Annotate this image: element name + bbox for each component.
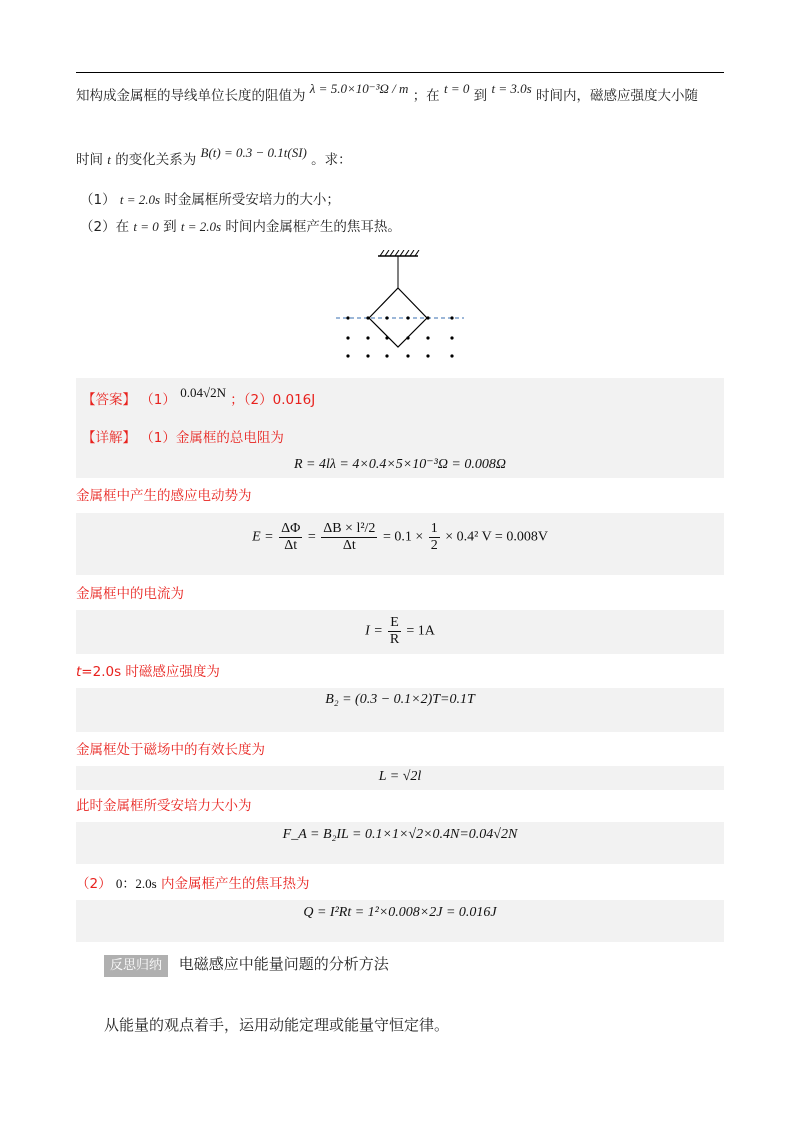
reflection-heading (104, 954, 389, 977)
formula-t0: t = 0 (443, 81, 470, 96)
equation-box-field (76, 688, 724, 732)
equation-length: L = √2l (378, 769, 422, 784)
text: 内金属框产生的焦耳热为 (161, 876, 310, 892)
question-2 (80, 217, 401, 237)
text: 金属框中产生的感应电动势为 (76, 488, 252, 504)
frac-2: $\frac{\text{ΔB × l²/2}}{\Delta t}$ (323, 521, 376, 553)
text: 到 (163, 219, 177, 235)
text: 金属框处于磁场中的有效长度为 (76, 742, 265, 758)
formula-t0: t = 0 (133, 219, 159, 234)
text: （1） (140, 392, 176, 408)
reflection-title: 电磁感应中能量问题的分析方法 (178, 955, 389, 973)
magnetic-field-dots (346, 316, 453, 357)
frac-3: $\frac{1}{2}$ (430, 521, 438, 553)
answer-value-1: 0.04√2N (180, 385, 226, 400)
text: 时金属框所受安培力的大小； (164, 192, 340, 208)
text: 到 (473, 88, 488, 104)
text: 。求： (311, 152, 352, 168)
var-t: t (76, 664, 82, 680)
equation-box-emf (76, 513, 724, 575)
solution-line-6 (76, 796, 252, 816)
frac-current: $\frac{E}{R}$ (389, 615, 400, 647)
frac-1: $\frac{\Delta\Phi}{\Delta t}$ (281, 521, 301, 553)
answer-line (82, 385, 316, 410)
text: 时间内，磁感应强度大小随 (535, 88, 698, 104)
square-frame (369, 288, 427, 347)
equation-heat: Q = I²Rt = 1²×0.008×2J = 0.016J (303, 905, 497, 920)
problem-line-2 (76, 145, 352, 170)
reflection-tag: 反思归纳 (104, 955, 168, 977)
var-t: t (107, 152, 111, 167)
text: （1）金属框的总电阻为 (140, 430, 284, 446)
equation-force: F_A = B₂IL = 0.1×1×√2×0.4N=0.04√2N (282, 827, 518, 842)
equation-box-length (76, 766, 724, 790)
text: 金属框中的电流为 (76, 586, 184, 602)
equation-current: I = $\frac{E}{R}$ = 1A (365, 615, 435, 647)
text: 知构成金属框的导线单位长度的阻值为 (76, 88, 306, 104)
text: 从能量的观点着手，运用动能定理或能量守恒定律。 (104, 1016, 450, 1034)
solution-line-5 (76, 740, 265, 760)
solution-line-2 (76, 486, 252, 506)
text: 时间内金属框产生的焦耳热。 (225, 219, 401, 235)
time-range: 0：2.0s (115, 876, 157, 891)
answer-value-2: ；（2）0.016J (230, 392, 316, 408)
reflection-body (104, 1015, 449, 1035)
formula-t3: t = 3.0s (491, 81, 532, 96)
formula-t2: t = 2.0s (119, 192, 161, 207)
text: 的变化关系为 (115, 152, 197, 168)
equation-resistance: R = 4lλ = 4×0.4×5×10⁻³Ω = 0.008Ω (293, 457, 507, 472)
equation-emf: E = $\frac{\Delta\Phi}{\Delta t}$ = $\frac{\text{ΔB × l²/2}}{\Delta t}$ = 0.1 × $\frac{1}{2}$ × 0.4² V = 0.008V (252, 521, 548, 553)
text: ；在 (412, 88, 440, 104)
equation-box-force (76, 822, 724, 864)
answer-label: 【答案】 (82, 392, 136, 408)
text: 时间 (76, 152, 103, 168)
formula-t2: t = 2.0s (180, 219, 222, 234)
equation-box-heat (76, 900, 724, 942)
equation-field: B₂ = (0.3 − 0.1×2)T=0.1T (325, 692, 475, 707)
solution-line-7 (76, 874, 310, 894)
solution-line-4 (76, 662, 220, 682)
question-1 (80, 190, 340, 210)
solution-line-3 (76, 584, 184, 604)
solution-line-1 (82, 428, 284, 448)
q-number: （2）在 (80, 219, 130, 235)
text: =2.0s 时磁感应强度为 (81, 664, 220, 680)
formula-bt: B(t) = 0.3 − 0.1t(SI) (200, 145, 307, 160)
text: 此时金属框所受安培力大小为 (76, 798, 252, 814)
ceiling-hatch (378, 250, 419, 256)
equation-box-current (76, 610, 724, 654)
frame-diagram (330, 250, 470, 365)
solution-label: 【详解】 (82, 430, 136, 446)
q-number: （1） (80, 192, 116, 208)
answer-box (76, 378, 724, 478)
text: （2） (76, 876, 112, 892)
header-rule (76, 72, 724, 73)
formula-lambda: λ = 5.0×10⁻³Ω / m (309, 81, 409, 96)
problem-line-1 (76, 81, 698, 106)
